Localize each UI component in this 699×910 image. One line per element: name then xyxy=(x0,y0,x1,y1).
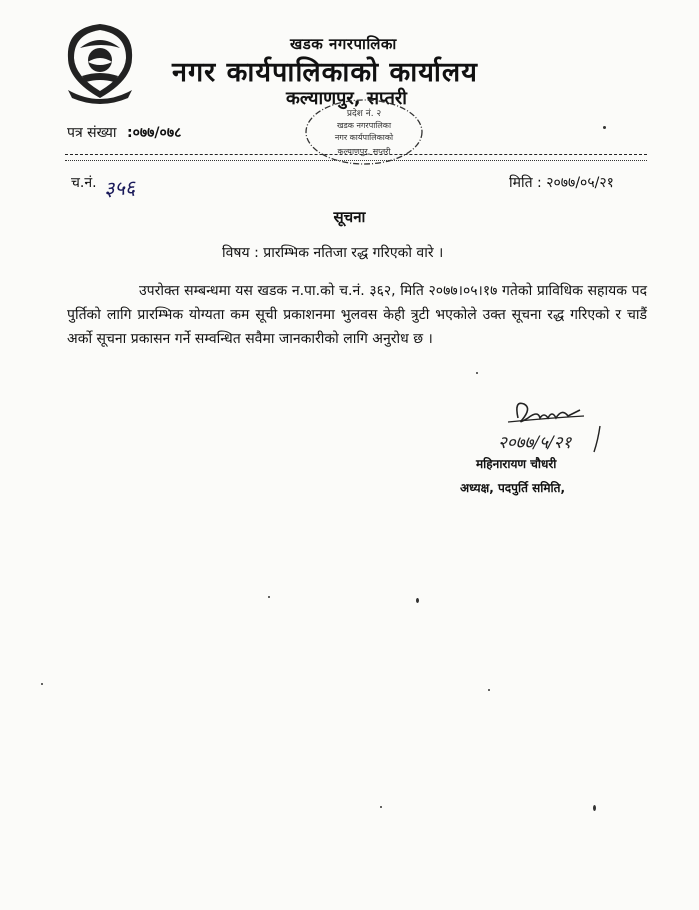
svg-text:कल्याणपुर, सप्तरी: कल्याणपुर, सप्तरी xyxy=(337,147,391,156)
svg-text:खडक नगरपालिका: खडक नगरपालिका xyxy=(336,121,392,130)
scan-speck xyxy=(488,689,490,691)
notice-body-text: उपरोक्त सम्बन्धमा यस खडक न.पा.को च.नं. ३६२, मिति २०७७।०५।१७ गतेको प्राविधिक सहायक पद पुर्तिको लागि प्रारम्भिक योग्यता कम सूची प्रकाशनमा भुलवस केही त्रुटी भएकोले उक्त सूचना रद्ध गरिएको र चाडैं अर्को सूचना प्रकासन गर्ने सम्वन्धित सवैमा जानकारीको लागि अनुरोध छ । xyxy=(67,283,647,347)
signer-title: अध्यक्ष, पदपुर्ति समिति, xyxy=(460,481,566,495)
scan-speck xyxy=(416,598,419,603)
office-address: कल्याणपुर, सप्तरी xyxy=(286,88,407,109)
scan-speck xyxy=(476,372,478,374)
scan-speck xyxy=(593,805,596,811)
scan-speck xyxy=(268,596,270,598)
letter-number-label: पत्र संख्या xyxy=(67,125,117,141)
municipality-name: खडक नगरपालिका xyxy=(290,35,397,53)
signer-name: महिनारायण चौधरी xyxy=(476,457,557,471)
notice-body xyxy=(67,279,647,351)
letter-number-value: :०७७/०७८ xyxy=(126,125,182,141)
handwritten-signature xyxy=(488,396,612,454)
reference-number: ३५६ xyxy=(103,175,136,201)
svg-text:नगर कार्यपालिकाको: नगर कार्यपालिकाको xyxy=(334,133,394,142)
official-stamp xyxy=(298,96,430,168)
office-title: नगर कार्यपालिकाको कार्यालय xyxy=(172,57,478,88)
scan-speck xyxy=(380,806,382,808)
header-divider-dotted xyxy=(65,160,647,161)
svg-text:प्रदेश नं. २: प्रदेश नं. २ xyxy=(346,109,382,119)
letter-date: मिति : २०७७/०५/२१ xyxy=(509,175,614,191)
municipality-logo xyxy=(62,18,138,104)
reference-label: च.नं. xyxy=(71,175,97,191)
notice-title: सूचना xyxy=(333,208,366,226)
letter-number xyxy=(67,123,181,142)
scan-speck xyxy=(41,683,43,685)
notice-subject: विषय : प्रारम्भिक नतिजा रद्ध गरिएको वारे । xyxy=(222,245,444,261)
header-divider xyxy=(65,154,647,155)
svg-text:२०७७/५/२१: २०७७/५/२१ xyxy=(498,433,572,453)
scan-speck xyxy=(603,126,606,129)
